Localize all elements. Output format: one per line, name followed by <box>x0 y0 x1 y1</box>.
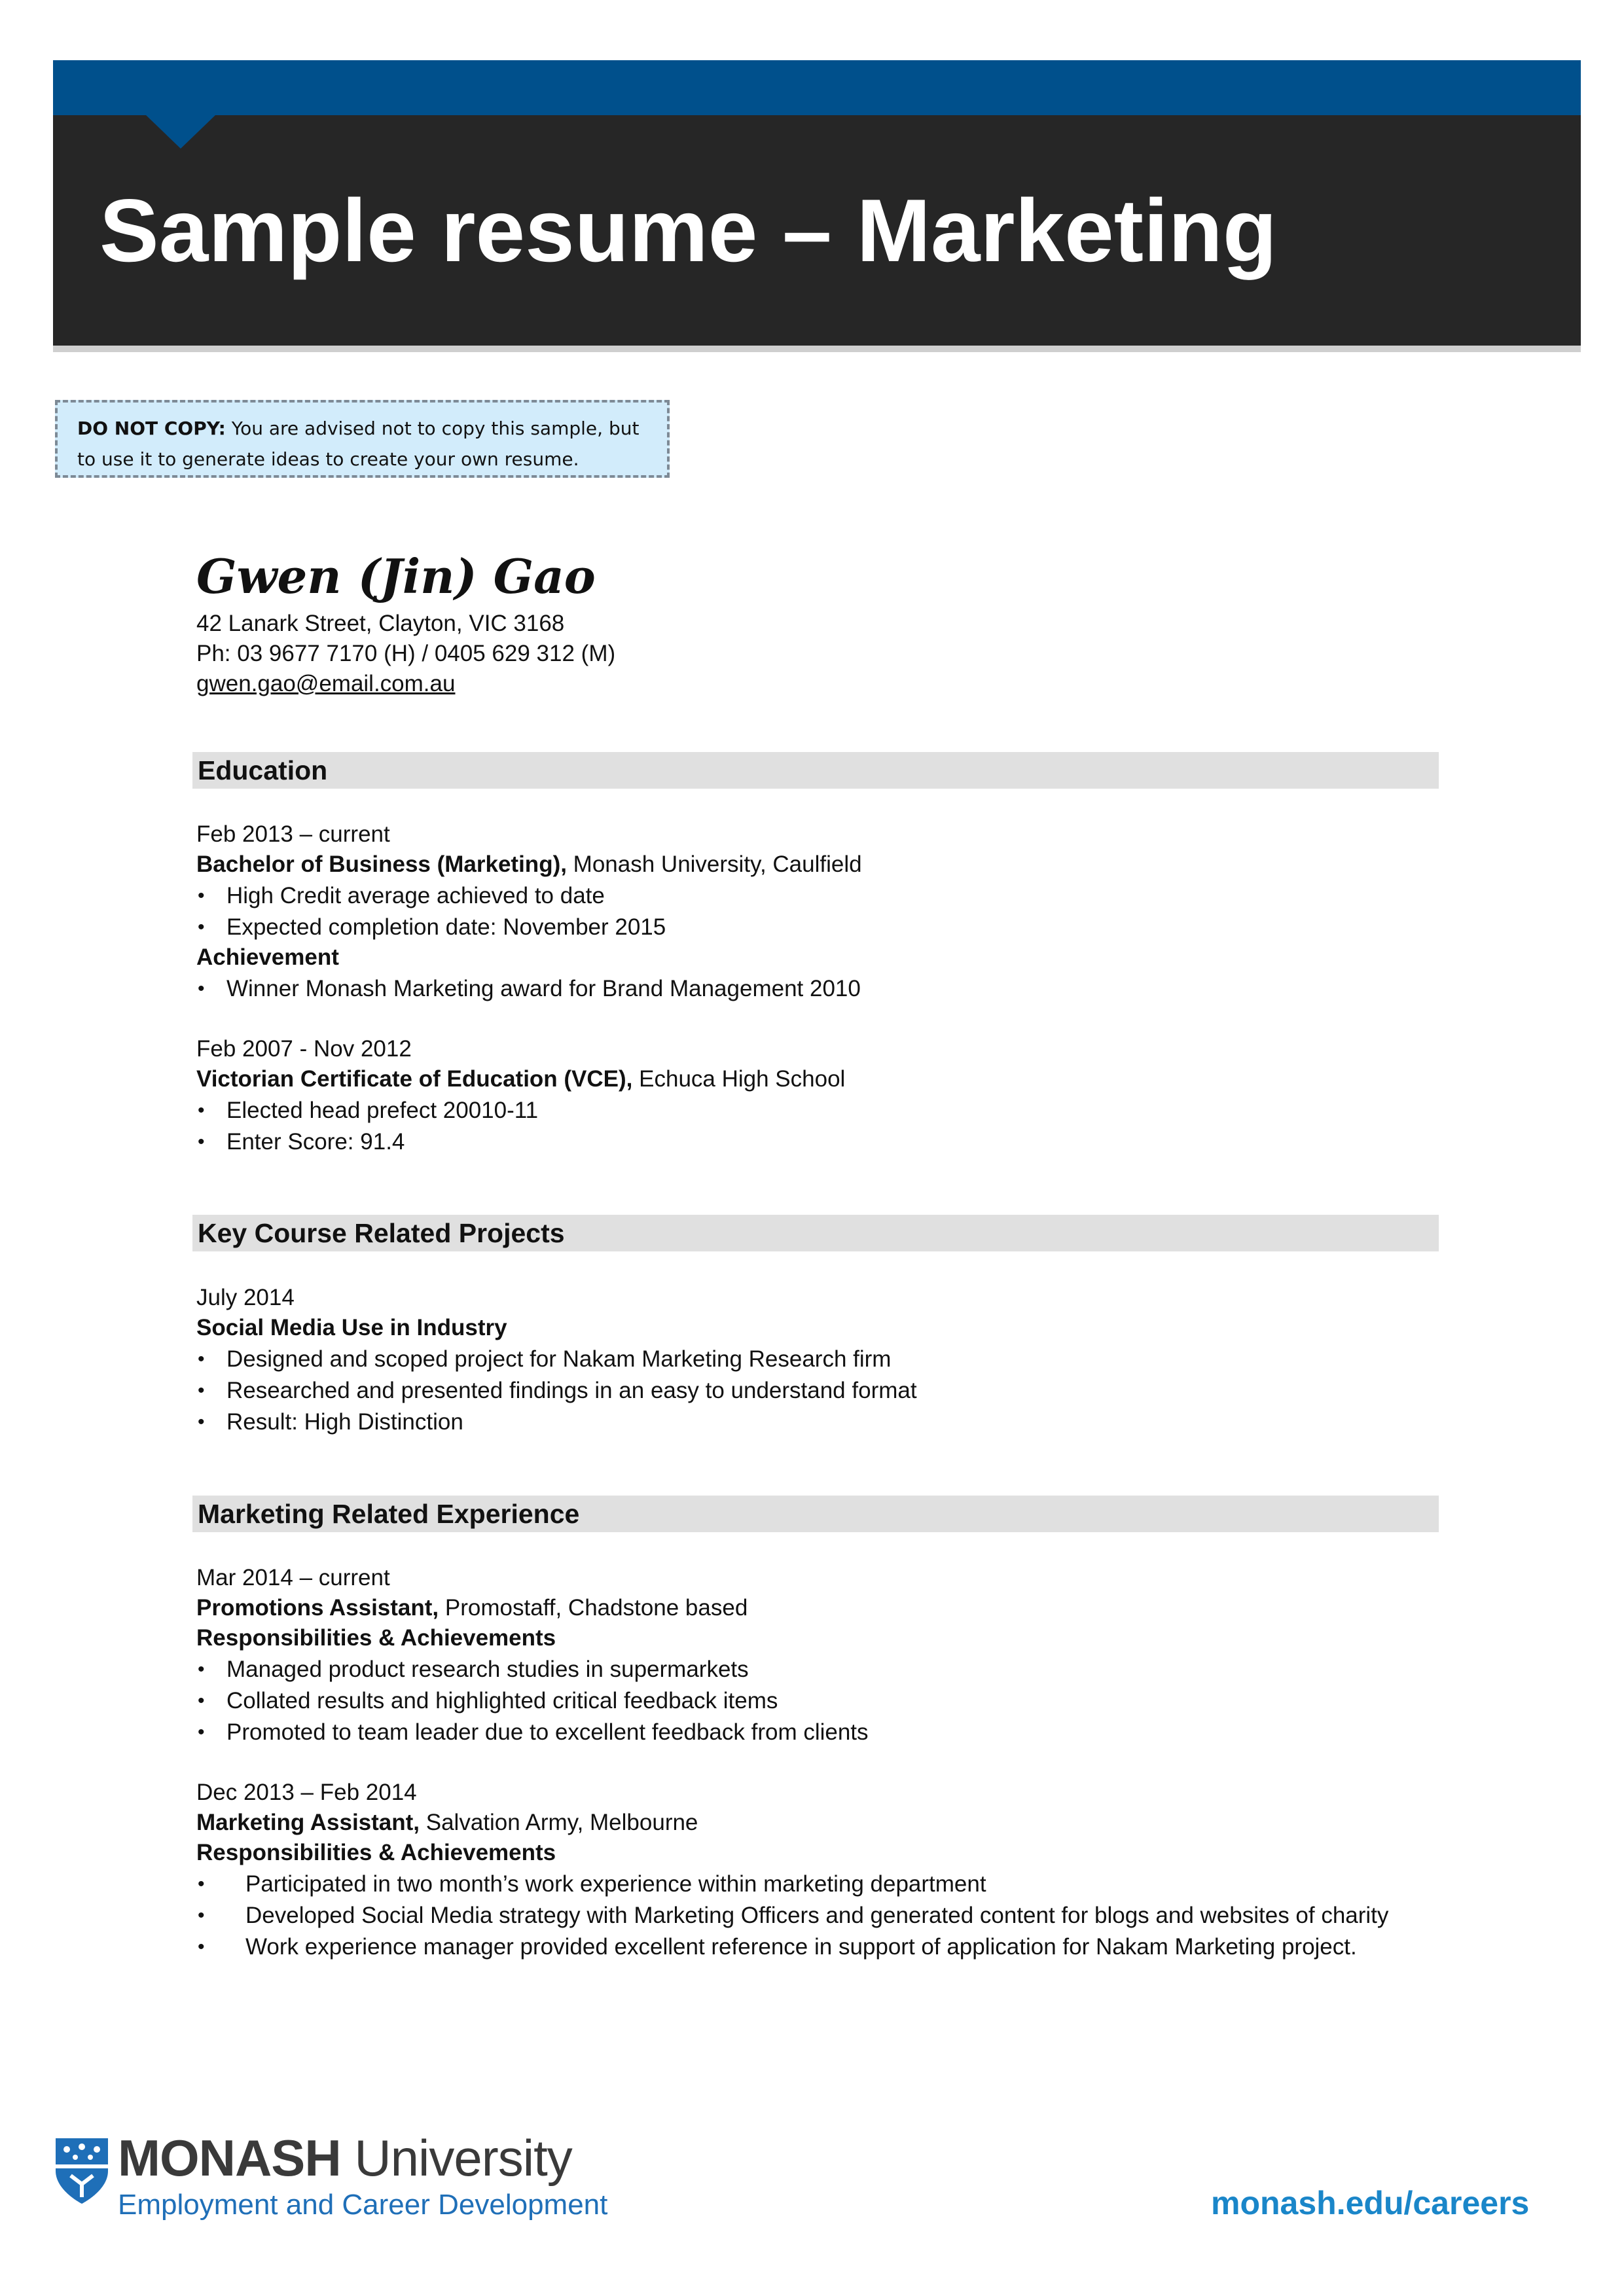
experience-2-role <box>196 1808 698 1838</box>
degree-title: Bachelor of Business (Marketing), <box>196 852 567 877</box>
notice-label: DO NOT COPY: <box>77 418 226 439</box>
bullet-icon: • <box>198 1721 205 1743</box>
section-experience: Marketing Related Experience <box>192 1496 1439 1532</box>
achievement-label: Achievement <box>196 944 339 970</box>
notice-text: You are advised not to copy this sample, but to use it to generate ideas to create your own resume. <box>77 418 640 470</box>
degree-title: Victorian Certificate of Education (VCE), <box>196 1066 633 1092</box>
bullet-icon: • <box>198 1411 205 1433</box>
logo-wordmark: MONASH University <box>118 2129 572 2187</box>
logo-subtitle: Employment and Career Development <box>118 2189 608 2221</box>
section-education: Education <box>192 752 1439 789</box>
experience-2-dates: Dec 2013 – Feb 2014 <box>196 1780 417 1805</box>
education-2-dates: Feb 2007 - Nov 2012 <box>196 1036 412 1062</box>
section-projects: Key Course Related Projects <box>192 1215 1439 1251</box>
institution: Monash University, Caulfield <box>566 852 862 877</box>
bullet-icon: • <box>198 885 205 906</box>
email-text[interactable]: gwen.gao@email.com.au <box>196 671 456 696</box>
header-shadow <box>53 346 1581 352</box>
bullet-icon: • <box>198 916 205 938</box>
bullet-icon: • <box>198 1100 205 1121</box>
project-1-dates: July 2014 <box>196 1285 295 1310</box>
monash-logo <box>52 2129 615 2227</box>
header-notch <box>145 115 216 149</box>
page-title: Sample resume – Marketing <box>99 181 1277 280</box>
experience-1-role <box>196 1593 748 1623</box>
responsibilities-label: Responsibilities & Achievements <box>196 1840 556 1865</box>
bullet-icon: • <box>198 1936 205 1958</box>
monash-crest-icon <box>52 2135 111 2207</box>
bullet-icon: • <box>198 1690 205 1712</box>
bullet-icon: • <box>198 1873 205 1895</box>
email-link[interactable] <box>196 669 455 699</box>
role-title: Marketing Assistant, <box>196 1810 420 1835</box>
candidate-name: Gwen (Jin) Gao <box>196 548 596 604</box>
education-1-degree <box>196 850 862 880</box>
address: 42 Lanark Street, Clayton, VIC 3168 <box>196 611 565 636</box>
education-2-degree <box>196 1064 845 1094</box>
bullet-icon: • <box>198 1905 205 1926</box>
bullet-icon: • <box>198 1348 205 1370</box>
bullet-icon: • <box>198 1131 205 1153</box>
institution: Echuca High School <box>632 1066 846 1092</box>
role-title: Promotions Assistant, <box>196 1595 439 1621</box>
phone: Ph: 03 9677 7170 (H) / 0405 629 312 (M) <box>196 641 616 666</box>
do-not-copy-notice <box>55 400 670 478</box>
bullet-icon: • <box>198 1659 205 1680</box>
bullet-icon: • <box>198 1380 205 1401</box>
website-link[interactable]: monash.edu/careers <box>1211 2185 1530 2221</box>
responsibilities-label: Responsibilities & Achievements <box>196 1625 556 1651</box>
project-1-title: Social Media Use in Industry <box>196 1315 507 1340</box>
employer: Salvation Army, Melbourne <box>420 1810 698 1835</box>
education-1-dates: Feb 2013 – current <box>196 821 390 847</box>
bullet-icon: • <box>198 978 205 999</box>
experience-1-dates: Mar 2014 – current <box>196 1565 390 1590</box>
employer: Promostaff, Chadstone based <box>439 1595 748 1621</box>
header-accent-bar <box>53 60 1581 115</box>
